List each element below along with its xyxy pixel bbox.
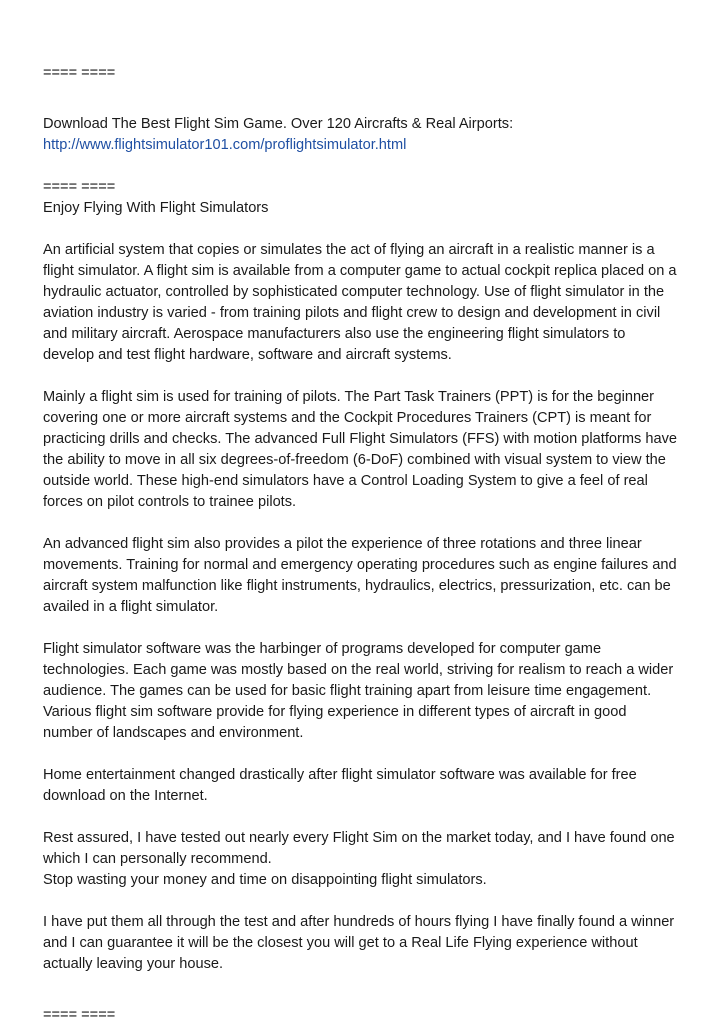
paragraph-line: forces on pilot controls to trainee pilots. bbox=[43, 494, 297, 510]
promo-headline: Download The Best Flight Sim Game. Over 120 Aircrafts & Real Airports: bbox=[43, 116, 514, 132]
paragraph-7 bbox=[43, 912, 693, 975]
paragraph-line: An advanced flight sim also provides a pilot the experience of three rotations and three linear bbox=[43, 536, 642, 552]
paragraph-line: technologies. Each game was mostly based on the real world, striving for realism to reach a wider bbox=[43, 662, 674, 678]
paragraph-line: the ability to move in all six degrees-of-freedom (6-DoF) combined with visual system to view the bbox=[43, 452, 666, 468]
article-title: Enjoy Flying With Flight Simulators bbox=[43, 200, 269, 216]
paragraph-line: outside world. These high-end simulators have a Control Loading System to give a feel of real bbox=[43, 473, 648, 489]
paragraph-line: Various flight sim software provide for flying experience in different types of aircraft in good bbox=[43, 704, 627, 720]
paragraph-line: audience. The games can be used for basic flight training apart from leisure time engagement. bbox=[43, 683, 652, 699]
promo-link[interactable]: http://www.flightsimulator101.com/proflightsimulator.html bbox=[43, 137, 407, 153]
paragraph-line: Stop wasting your money and time on disappointing flight simulators. bbox=[43, 872, 487, 888]
paragraph-4 bbox=[43, 639, 693, 744]
paragraph-line: practicing drills and checks. The advanced Full Flight Simulators (FFS) with motion platforms have bbox=[43, 431, 678, 447]
paragraph-line: covering one or more aircraft systems and the Cockpit Procedures Trainers (CPT) is meant for bbox=[43, 410, 652, 426]
paragraph-line: I have put them all through the test and after hundreds of hours flying I have finally found a winner bbox=[43, 914, 675, 930]
section-separator: ==== ==== bbox=[43, 179, 116, 195]
paragraph-line: Flight simulator software was the harbinger of programs developed for computer game bbox=[43, 641, 602, 657]
paragraph-line: and I can guarantee it will be the closest you will get to a Real Life Flying experience without bbox=[43, 935, 638, 951]
paragraph-line: Mainly a flight sim is used for training of pilots. The Part Task Trainers (PPT) is for the beginner bbox=[43, 389, 655, 405]
paragraph-line: and military aircraft. Aerospace manufacturers also use the engineering flight simulators to bbox=[43, 326, 626, 342]
bottom-separator: ==== ==== bbox=[43, 1007, 116, 1023]
paragraph-line: actually leaving your house. bbox=[43, 956, 224, 972]
paragraph-line: Home entertainment changed drastically after flight simulator software was available for free bbox=[43, 767, 637, 783]
paragraph-line: availed in a flight simulator. bbox=[43, 599, 219, 615]
paragraph-line: develop and test flight hardware, software and aircraft systems. bbox=[43, 347, 452, 363]
paragraph-3 bbox=[43, 534, 693, 618]
paragraph-line: flight simulator. A flight sim is available from a computer game to actual cockpit replica placed on a bbox=[43, 263, 677, 279]
paragraph-line: which I can personally recommend. bbox=[43, 851, 272, 867]
paragraph-line: movements. Training for normal and emergency operating procedures such as engine failures and bbox=[43, 557, 677, 573]
paragraph-2 bbox=[43, 387, 693, 513]
paragraph-line: aircraft system malfunction like flight instruments, hydraulics, electrics, pressurization, etc. can be bbox=[43, 578, 671, 594]
paragraph-line: hydraulic actuator, controlled by sophisticated computer technology. Use of flight simulator in the bbox=[43, 284, 665, 300]
document-page bbox=[43, 63, 693, 1026]
paragraph-6 bbox=[43, 828, 693, 891]
paragraph-line: number of landscapes and environment. bbox=[43, 725, 304, 741]
top-separator: ==== ==== bbox=[43, 65, 116, 81]
paragraph-line: An artificial system that copies or simulates the act of flying an aircraft in a realistic manner is a bbox=[43, 242, 655, 258]
paragraph-line: Rest assured, I have tested out nearly every Flight Sim on the market today, and I have found one bbox=[43, 830, 675, 846]
paragraph-line: download on the Internet. bbox=[43, 788, 208, 804]
paragraph-line: aviation industry is varied - from training pilots and flight crew to design and development in civil bbox=[43, 305, 661, 321]
paragraph-1 bbox=[43, 240, 693, 366]
paragraph-5 bbox=[43, 765, 693, 807]
